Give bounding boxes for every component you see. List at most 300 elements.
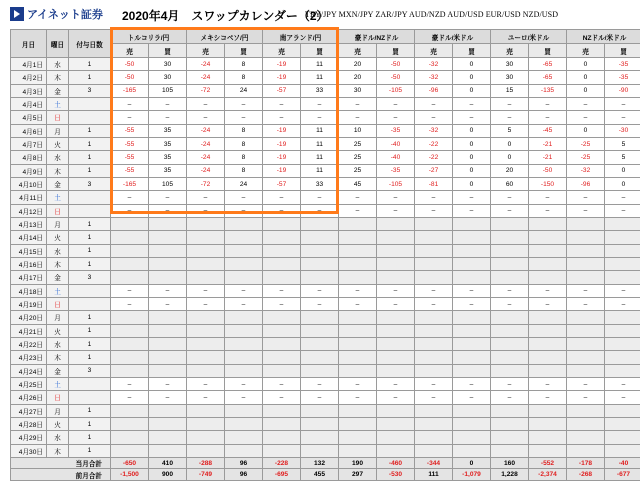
swap-value-cell: – [339, 297, 377, 310]
swap-value-cell [301, 351, 339, 364]
swap-value-cell [377, 311, 415, 324]
swap-value-cell [111, 364, 149, 377]
swap-value-cell [301, 364, 339, 377]
swap-value-cell: 11 [301, 71, 339, 84]
swap-value-cell [263, 271, 301, 284]
swap-value-cell: 0 [567, 71, 605, 84]
swap-value-cell [415, 364, 453, 377]
swap-value-cell: – [225, 297, 263, 310]
swap-value-cell: – [301, 97, 339, 110]
date-cell: 4月11日 [11, 191, 47, 204]
swap-value-cell: -32 [567, 164, 605, 177]
swap-value-cell: 5 [491, 124, 529, 137]
swap-value-cell [301, 271, 339, 284]
swap-value-cell: 0 [453, 58, 491, 71]
date-cell: 4月10日 [11, 177, 47, 190]
swap-value-cell: – [301, 204, 339, 217]
swap-value-cell [377, 337, 415, 350]
swap-value-cell: -24 [187, 164, 225, 177]
swap-value-cell [187, 244, 225, 257]
swap-value-cell: 33 [301, 84, 339, 97]
days-cell: 1 [69, 444, 111, 457]
days-cell: 1 [69, 257, 111, 270]
swap-value-cell: 15 [491, 84, 529, 97]
swap-value-cell: 11 [301, 124, 339, 137]
swap-value-cell: -19 [263, 151, 301, 164]
weekday-cell: 日 [47, 297, 69, 310]
swap-value-cell: -150 [529, 177, 567, 190]
swap-value-cell [415, 324, 453, 337]
swap-value-cell [377, 364, 415, 377]
total-value-cell: -650 [111, 457, 149, 468]
swap-value-cell: 0 [453, 177, 491, 190]
swap-value-cell: – [567, 391, 605, 404]
date-cell: 4月18日 [11, 284, 47, 297]
swap-value-cell: -105 [377, 84, 415, 97]
swap-value-cell [187, 444, 225, 457]
weekday-cell: 木 [47, 444, 69, 457]
swap-value-cell: – [377, 191, 415, 204]
swap-value-cell [263, 244, 301, 257]
weekday-cell: 日 [47, 391, 69, 404]
swap-value-cell [301, 231, 339, 244]
swap-value-cell: 25 [339, 164, 377, 177]
table-row [11, 444, 640, 457]
group-header-mxn-jpy: メキシコペソ/円 [187, 30, 263, 44]
days-cell: 1 [69, 71, 111, 84]
total-value-cell: 111 [415, 469, 453, 481]
swap-value-cell [111, 431, 149, 444]
swap-value-cell: – [263, 391, 301, 404]
total-value-cell: 455 [301, 469, 339, 481]
swap-value-cell: -19 [263, 58, 301, 71]
swap-value-cell [187, 417, 225, 430]
swap-value-cell: – [491, 204, 529, 217]
swap-value-cell: 0 [491, 137, 529, 150]
date-cell: 4月7日 [11, 137, 47, 150]
table-row [11, 177, 640, 190]
swap-value-cell: -165 [111, 84, 149, 97]
swap-value-cell [187, 337, 225, 350]
swap-value-cell: 33 [301, 177, 339, 190]
swap-value-cell: – [453, 191, 491, 204]
weekday-cell: 金 [47, 364, 69, 377]
swap-value-cell: – [377, 391, 415, 404]
swap-value-cell [453, 244, 491, 257]
date-cell: 4月8日 [11, 151, 47, 164]
swap-value-cell [605, 271, 640, 284]
brand-name: アイネット証券 [27, 9, 103, 21]
date-cell: 4月16日 [11, 257, 47, 270]
swap-value-cell [529, 271, 567, 284]
table-row [11, 324, 640, 337]
total-value-cell: -268 [567, 469, 605, 481]
weekday-cell: 土 [47, 191, 69, 204]
swap-value-cell: 5 [605, 137, 640, 150]
swap-value-cell: -57 [263, 177, 301, 190]
swap-value-cell [567, 364, 605, 377]
swap-value-cell [301, 324, 339, 337]
days-cell [69, 284, 111, 297]
swap-value-cell [529, 417, 567, 430]
weekday-cell: 木 [47, 71, 69, 84]
total-value-cell: 900 [149, 469, 187, 481]
date-cell: 4月28日 [11, 417, 47, 430]
swap-value-cell [339, 217, 377, 230]
swap-value-cell [567, 244, 605, 257]
swap-value-cell [415, 444, 453, 457]
swap-value-cell [263, 257, 301, 270]
swap-value-cell [453, 257, 491, 270]
swap-value-cell [187, 257, 225, 270]
swap-value-cell: – [377, 284, 415, 297]
total-value-cell: -749 [187, 469, 225, 481]
swap-value-cell: – [605, 391, 640, 404]
swap-value-cell: – [453, 97, 491, 110]
swap-value-cell [111, 417, 149, 430]
swap-value-cell [567, 257, 605, 270]
total-value-cell: 96 [225, 469, 263, 481]
swap-value-cell [111, 257, 149, 270]
weekday-cell: 木 [47, 257, 69, 270]
subheader-sell: 売 [111, 44, 149, 58]
date-cell: 4月26日 [11, 391, 47, 404]
subheader-sell: 売 [263, 44, 301, 58]
swap-value-cell: 8 [225, 58, 263, 71]
swap-value-cell: – [301, 284, 339, 297]
weekday-cell: 木 [47, 351, 69, 364]
swap-value-cell: – [149, 191, 187, 204]
swap-value-cell [567, 271, 605, 284]
subheader-buy: 買 [377, 44, 415, 58]
swap-value-cell: 8 [225, 137, 263, 150]
swap-value-cell: – [187, 97, 225, 110]
swap-value-cell: -19 [263, 124, 301, 137]
swap-value-cell [605, 364, 640, 377]
table-row [11, 217, 640, 230]
days-cell: 1 [69, 58, 111, 71]
swap-value-cell [149, 257, 187, 270]
swap-value-cell: -165 [111, 177, 149, 190]
page-title: 2020年4月 スワップカレンダー（2） [122, 9, 329, 23]
swap-value-cell: – [453, 297, 491, 310]
swap-value-cell: 11 [301, 164, 339, 177]
swap-value-cell [111, 444, 149, 457]
swap-value-cell [415, 431, 453, 444]
swap-value-cell: 24 [225, 84, 263, 97]
swap-value-cell [149, 404, 187, 417]
group-header-nzd-usd: NZドル/米ドル [567, 30, 640, 44]
swap-value-cell: – [111, 297, 149, 310]
swap-value-cell: -35 [605, 58, 640, 71]
days-cell: 1 [69, 337, 111, 350]
swap-value-cell [263, 364, 301, 377]
swap-value-cell [605, 217, 640, 230]
swap-value-cell: 30 [149, 71, 187, 84]
swap-value-cell [187, 351, 225, 364]
subheader-sell: 売 [339, 44, 377, 58]
swap-value-cell: 105 [149, 177, 187, 190]
swap-value-cell [377, 217, 415, 230]
swap-value-cell [111, 311, 149, 324]
table-row [11, 271, 640, 284]
swap-value-cell [491, 244, 529, 257]
totals-row [11, 457, 640, 468]
date-cell: 4月13日 [11, 217, 47, 230]
swap-value-cell: 5 [605, 151, 640, 164]
total-value-cell: 410 [149, 457, 187, 468]
swap-value-cell [529, 231, 567, 244]
swap-value-cell [225, 337, 263, 350]
swap-value-cell [377, 431, 415, 444]
swap-value-cell: 8 [225, 124, 263, 137]
swap-value-cell: 25 [339, 151, 377, 164]
swap-value-cell [339, 257, 377, 270]
swap-value-cell [301, 257, 339, 270]
swap-value-cell [491, 444, 529, 457]
swap-value-cell [225, 417, 263, 430]
swap-value-cell [605, 444, 640, 457]
swap-value-cell: 0 [453, 164, 491, 177]
swap-value-cell [605, 324, 640, 337]
swap-value-cell: 20 [339, 71, 377, 84]
swap-value-cell [567, 417, 605, 430]
date-cell: 4月21日 [11, 324, 47, 337]
group-header-try-jpy: トルコリラ/円 [111, 30, 187, 44]
swap-value-cell: – [529, 111, 567, 124]
table-row [11, 431, 640, 444]
swap-value-cell: 20 [339, 58, 377, 71]
swap-value-cell: – [567, 377, 605, 390]
table-row [11, 71, 640, 84]
swap-value-cell: -24 [187, 58, 225, 71]
swap-value-cell [529, 244, 567, 257]
swap-value-cell [225, 244, 263, 257]
date-cell: 4月5日 [11, 111, 47, 124]
weekday-cell: 水 [47, 337, 69, 350]
date-cell: 4月17日 [11, 271, 47, 284]
swap-value-cell [225, 311, 263, 324]
swap-value-cell [491, 404, 529, 417]
total-value-cell: -2,374 [529, 469, 567, 481]
days-cell: 1 [69, 417, 111, 430]
swap-value-cell: -72 [187, 177, 225, 190]
table-row [11, 297, 640, 310]
days-cell [69, 391, 111, 404]
swap-value-cell [187, 217, 225, 230]
swap-value-cell: – [567, 191, 605, 204]
date-cell: 4月30日 [11, 444, 47, 457]
swap-value-cell: 0 [453, 151, 491, 164]
swap-value-cell: – [415, 391, 453, 404]
swap-value-cell: -21 [529, 137, 567, 150]
swap-value-cell [149, 231, 187, 244]
swap-value-cell [491, 417, 529, 430]
swap-value-cell: – [149, 111, 187, 124]
swap-value-cell: -24 [187, 137, 225, 150]
totals-label: 当月合計 [11, 457, 111, 468]
date-cell: 4月15日 [11, 244, 47, 257]
swap-value-cell [225, 404, 263, 417]
total-value-cell: -1,079 [453, 469, 491, 481]
swap-value-cell: – [491, 391, 529, 404]
swap-value-cell: – [415, 111, 453, 124]
swap-value-cell: 30 [491, 58, 529, 71]
weekday-cell: 月 [47, 404, 69, 417]
table-row [11, 204, 640, 217]
swap-value-cell: – [225, 391, 263, 404]
date-cell: 4月4日 [11, 97, 47, 110]
days-cell [69, 377, 111, 390]
swap-value-cell [339, 417, 377, 430]
swap-value-cell [263, 337, 301, 350]
swap-value-cell: – [529, 391, 567, 404]
swap-value-cell: – [339, 284, 377, 297]
table-row [11, 257, 640, 270]
days-cell [69, 191, 111, 204]
swap-value-cell: -35 [605, 71, 640, 84]
swap-value-cell [339, 404, 377, 417]
weekday-cell: 月 [47, 124, 69, 137]
swap-value-cell [377, 244, 415, 257]
swap-value-cell [301, 417, 339, 430]
swap-value-cell [567, 231, 605, 244]
swap-value-cell: – [567, 97, 605, 110]
swap-value-cell [301, 217, 339, 230]
swap-value-cell: – [339, 204, 377, 217]
total-value-cell: 160 [491, 457, 529, 468]
swap-value-cell: -25 [567, 151, 605, 164]
swap-value-cell [453, 417, 491, 430]
swap-value-cell: – [491, 97, 529, 110]
swap-value-cell: – [111, 204, 149, 217]
swap-value-cell: -55 [111, 151, 149, 164]
group-header-aud-usd: 豪ドル/米ドル [415, 30, 491, 44]
date-cell: 4月12日 [11, 204, 47, 217]
group-header-zar-jpy: 南アランド/円 [263, 30, 339, 44]
subheader-buy: 買 [149, 44, 187, 58]
swap-value-cell [529, 351, 567, 364]
swap-value-cell [415, 244, 453, 257]
swap-value-cell: – [149, 204, 187, 217]
swap-value-cell [415, 217, 453, 230]
swap-value-cell: – [377, 204, 415, 217]
days-cell: 1 [69, 231, 111, 244]
weekday-cell: 火 [47, 137, 69, 150]
swap-value-cell [491, 324, 529, 337]
total-value-cell: 1,228 [491, 469, 529, 481]
swap-value-cell: – [377, 377, 415, 390]
swap-value-cell: – [415, 191, 453, 204]
total-value-cell: -344 [415, 457, 453, 468]
swap-value-cell [225, 231, 263, 244]
swap-value-cell: – [187, 377, 225, 390]
swap-value-cell [225, 257, 263, 270]
swap-value-cell: – [529, 191, 567, 204]
swap-value-cell [567, 324, 605, 337]
swap-value-cell: 35 [149, 151, 187, 164]
swap-value-cell [453, 324, 491, 337]
swap-value-cell: -50 [111, 58, 149, 71]
swap-value-cell [415, 417, 453, 430]
swap-value-cell: -50 [377, 71, 415, 84]
date-cell: 4月3日 [11, 84, 47, 97]
swap-value-cell [453, 404, 491, 417]
weekday-cell: 土 [47, 377, 69, 390]
swap-value-cell [529, 311, 567, 324]
swap-value-cell [529, 404, 567, 417]
swap-value-cell [453, 351, 491, 364]
group-header-aud-nzd: 豪ドル/NZドル [339, 30, 415, 44]
total-value-cell: -1,500 [111, 469, 149, 481]
swap-value-cell [225, 444, 263, 457]
swap-value-cell: – [263, 204, 301, 217]
swap-value-cell: – [453, 391, 491, 404]
swap-value-cell: -19 [263, 164, 301, 177]
table-row [11, 404, 640, 417]
swap-value-cell [149, 244, 187, 257]
swap-value-cell [377, 404, 415, 417]
weekday-cell: 金 [47, 177, 69, 190]
swap-value-cell: -96 [567, 177, 605, 190]
swap-value-cell: – [453, 284, 491, 297]
swap-value-cell: – [567, 111, 605, 124]
logo-mark-icon [10, 7, 24, 21]
swap-value-cell: 35 [149, 137, 187, 150]
swap-value-cell: -55 [111, 124, 149, 137]
swap-value-cell [377, 257, 415, 270]
swap-value-cell [187, 364, 225, 377]
swap-value-cell: – [225, 284, 263, 297]
swap-value-cell [111, 351, 149, 364]
swap-value-cell [339, 244, 377, 257]
table-row [11, 417, 640, 430]
swap-value-cell: – [567, 204, 605, 217]
swap-value-cell [263, 324, 301, 337]
total-value-cell: 0 [453, 457, 491, 468]
swap-value-cell [529, 257, 567, 270]
swap-value-cell [339, 337, 377, 350]
date-cell: 4月24日 [11, 364, 47, 377]
totals-label: 前月合計 [11, 469, 111, 481]
swap-value-cell: -22 [415, 137, 453, 150]
swap-value-cell: – [263, 297, 301, 310]
swap-value-cell: – [111, 97, 149, 110]
header-row-groups [11, 30, 640, 44]
swap-value-cell: -19 [263, 137, 301, 150]
swap-value-cell [453, 271, 491, 284]
swap-value-cell [377, 324, 415, 337]
swap-value-cell [263, 311, 301, 324]
subheader-sell: 売 [415, 44, 453, 58]
swap-value-cell: -22 [415, 151, 453, 164]
weekday-cell: 水 [47, 431, 69, 444]
swap-value-cell [187, 231, 225, 244]
swap-value-cell [605, 231, 640, 244]
days-cell: 1 [69, 431, 111, 444]
swap-value-cell: 35 [149, 164, 187, 177]
swap-value-cell: 105 [149, 84, 187, 97]
swap-value-cell: – [225, 111, 263, 124]
currency-pairs-list: TRY/JPY MXN/JPY ZAR/JPY AUD/NZD AUD/USD EUR/USD NZD/USD [305, 10, 559, 19]
swap-value-cell: – [339, 391, 377, 404]
swap-value-cell [453, 337, 491, 350]
date-cell: 4月1日 [11, 58, 47, 71]
swap-value-cell: -40 [377, 151, 415, 164]
col-weekday-header: 曜日 [47, 30, 69, 58]
swap-value-cell: 0 [453, 124, 491, 137]
swap-value-cell: -81 [415, 177, 453, 190]
